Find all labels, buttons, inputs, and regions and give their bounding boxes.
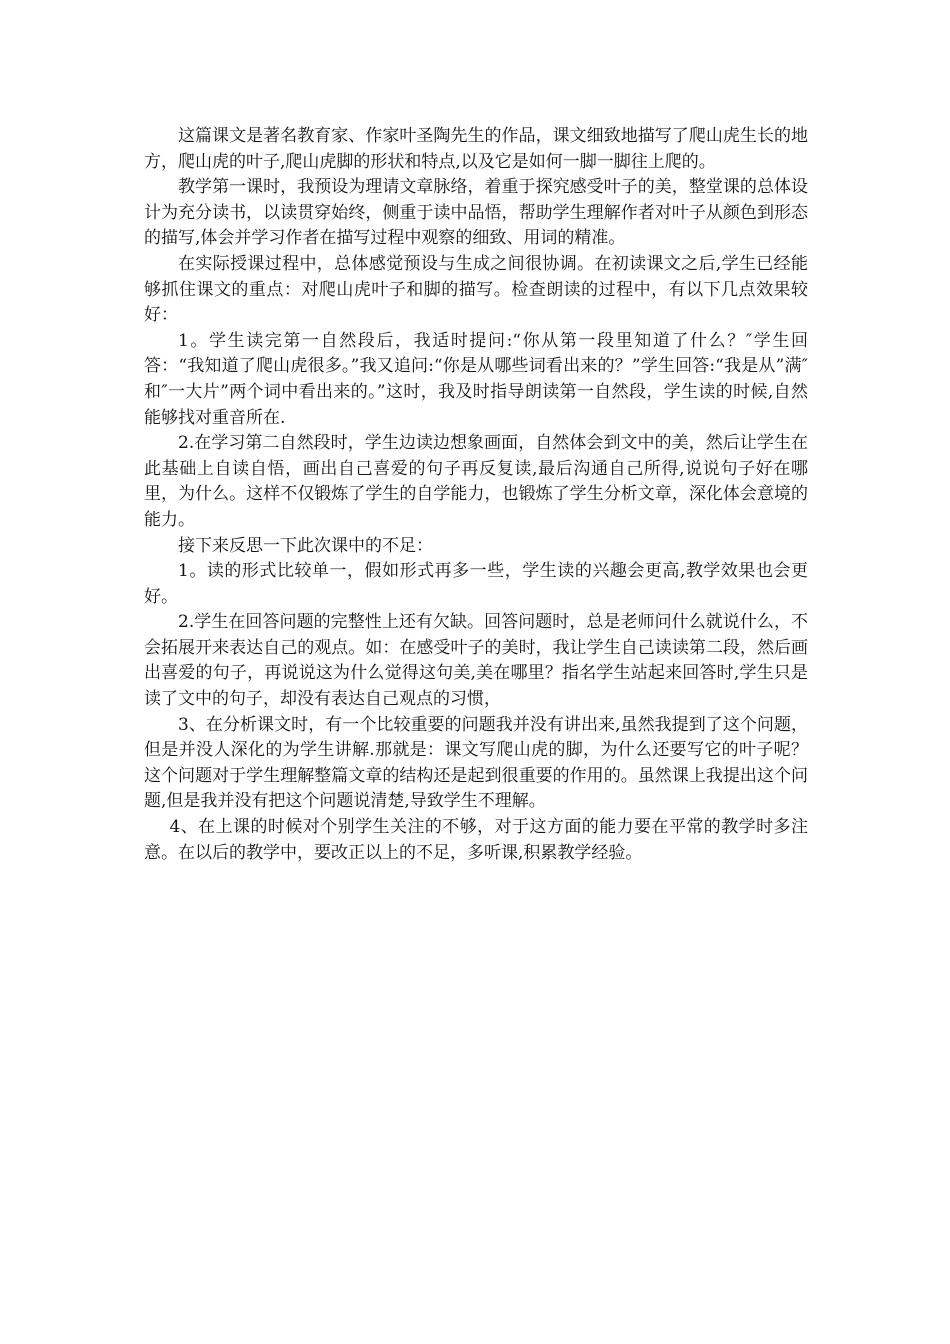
paragraph-shortcomings-intro: 接下来反思一下此次课中的不足： xyxy=(178,535,433,556)
paragraph-shortcoming-4: 4、在上课的时候对个别学生关注的不够，对于这方面的能力要在平常的教学时多注意。在以后的教学中，要改正以上的不足，多听课,积累教学经验。 xyxy=(144,817,808,863)
paragraph-teaching-process: 在实际授课过程中，总体感觉预设与生成之间很协调。在初读课文之后,学生已经能够抓住课文的重点：对爬山虎叶子和脚的描写。检查朗读的过程中，有以下几点效果较好： xyxy=(144,253,808,326)
paragraph-first-lesson: 教学第一课时，我预设为理请文章脉络，着重于探究感受叶子的美，整堂课的总体设计为充分读书，以读贯穿始终，侧重于读中品悟，帮助学生理解作者对叶子从颜色到形态的描写,体会并学习作者在描写过程中观察的细致、用词的精准。 xyxy=(144,177,808,249)
paragraph-good-point-1: 1。学生读完第一自然段后，我适时提问:“你从第一段里知道了什么？″学生回答：“我知道了爬山虎很多。”我又追问:“你是从哪些词看出来的？”学生回答:“我是从”满″和″一大片”两个词中看出来的。”这时，我及时指导朗读第一自然段，学生读的时候,自然能够找对重音所在. xyxy=(144,330,808,428)
paragraph-shortcoming-2: 2.学生在回答问题的完整性上还有欠缺。回答问题时，总是老师问什么就说什么，不会拓展开来表达自己的观点。如：在感受叶子的美时，我让学生自己读读第二段，然后画出喜爱的句子，再说说这为什么觉得这句美,美在哪里？指名学生站起来回答时,学生只是读了文中的句子，却没有表达自己观点的习惯， xyxy=(144,612,808,710)
paragraph-good-point-2: 2.在学习第二自然段时，学生边读边想象画面，自然体会到文中的美，然后让学生在此基础上自读自悟，画出自己喜爱的句子再反复读,最后沟通自己所得,说说句子好在哪里，为什么。这样不仅锻炼了学生的自学能力，也锻炼了学生分析文章，深化体会意境的能力。 xyxy=(144,433,808,530)
document-body xyxy=(144,124,808,866)
paragraph-shortcoming-1: 1。读的形式比较单一，假如形式再多一些，学生读的兴趣会更高,教学效果也会更好。 xyxy=(144,561,808,607)
paragraph-intro: 这篇课文是著名教育家、作家叶圣陶先生的作品，课文细致地描写了爬山虎生长的地方，爬山虎的叶子,爬山虎脚的形状和特点,以及它是如何一脚一脚往上爬的。 xyxy=(144,126,808,172)
paragraph-shortcoming-3: 3、在分析课文时，有一个比较重要的问题我并没有讲出来,虽然我提到了这个问题，但是并没人深化的为学生讲解.那就是：课文写爬山虎的脚，为什么还要写它的叶子呢？这个问题对于学生理解整篇文章的结构还是起到很重要的作用的。虽然课上我提出这个问题,但是我并没有把这个问题说清楚,导致学生不理解。 xyxy=(144,714,808,812)
